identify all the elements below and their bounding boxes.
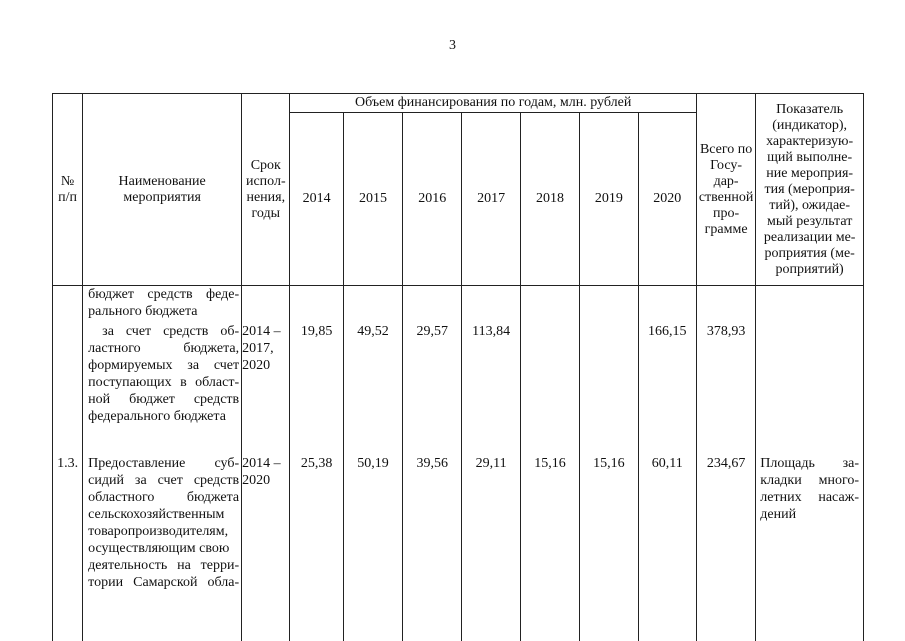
row-value: [462, 286, 520, 323]
row-term-line: 2017,: [242, 340, 274, 356]
row-term: [242, 286, 290, 323]
row-number: [53, 323, 83, 455]
row-indicator: [756, 323, 864, 455]
row-value: 113,84: [462, 323, 520, 455]
row-value: 15,16: [580, 455, 638, 641]
row-value: [580, 323, 638, 455]
row-value: 60,11: [638, 455, 696, 641]
row-indicator-line: летних насаж-: [760, 489, 859, 505]
row-name: [83, 323, 242, 455]
row-value: 166,15: [638, 323, 696, 455]
header-year: 2019: [580, 113, 638, 286]
financing-table: [52, 93, 864, 641]
row-value: 29,57: [403, 323, 462, 455]
header-number: № п/п: [53, 94, 83, 286]
row-name-line: формируемых за счет: [88, 357, 240, 373]
row-indicator: [756, 455, 864, 641]
header-year: 2018: [520, 113, 579, 286]
row-indicator-line: кладки много-: [760, 472, 859, 488]
row-value: 25,38: [290, 455, 343, 641]
row-number: 1.3.: [53, 455, 83, 641]
row-term-line: 2020: [242, 357, 271, 373]
row-name-line: сидий за счет средств: [88, 472, 240, 488]
row-value: [290, 286, 343, 323]
row-name: [83, 455, 242, 641]
page-number: 3: [449, 38, 456, 53]
row-name-line: Предоставление суб-: [88, 455, 240, 471]
table-row: [53, 286, 864, 323]
row-number: [53, 286, 83, 323]
row-value: 15,16: [520, 455, 579, 641]
row-name-line: федерального бюджета: [88, 408, 226, 424]
row-term-line: 2014 –: [242, 455, 281, 471]
row-name-line: рального бюджета: [88, 304, 198, 319]
row-total: 378,93: [696, 323, 755, 455]
row-total: [696, 286, 755, 323]
header-year: 2015: [343, 113, 402, 286]
row-term-line: 2014 –: [242, 323, 281, 339]
row-name-line: областного бюджета: [88, 489, 240, 505]
table-row: [53, 323, 864, 455]
row-name: [83, 286, 242, 323]
header-year: 2014: [290, 113, 343, 286]
row-term: [242, 455, 290, 641]
row-name-line: товаропроизводителям,: [88, 523, 229, 539]
table-row: [53, 455, 864, 641]
header-term: Срок испол-нения, годы: [242, 94, 290, 286]
row-name-line: деятельность на терри-: [88, 557, 240, 573]
row-name-line: бюджет средств феде-: [88, 287, 240, 302]
row-term: [242, 323, 290, 455]
header-year: 2017: [462, 113, 520, 286]
header-year: 2016: [403, 113, 462, 286]
row-value: 49,52: [343, 323, 402, 455]
row-total: 234,67: [696, 455, 755, 641]
row-value: [343, 286, 402, 323]
row-name-line: за счет средств об-: [102, 323, 240, 339]
row-value: 50,19: [343, 455, 402, 641]
row-indicator-line: Площадь за-: [760, 455, 859, 471]
row-value: [403, 286, 462, 323]
header-indicator: Показатель (индикатор), характеризую-щий выполне-ние мероприя-тия (мероприя-тий), ожидае-мый результат реализации ме-роприятия (ме-роприятий): [756, 94, 864, 286]
row-name-line: сельскохозяйственным: [88, 506, 225, 522]
header-financing: Объем финансирования по годам, млн. рублей: [290, 94, 696, 113]
row-name-line: ной бюджет средств: [88, 391, 240, 407]
row-name-line: поступающих в област-: [88, 374, 240, 390]
row-name-line: осуществляющим свою: [88, 540, 230, 556]
header-name: Наименование мероприятия: [83, 94, 242, 286]
row-value: 39,56: [403, 455, 462, 641]
row-value: 29,11: [462, 455, 520, 641]
row-value: [580, 286, 638, 323]
row-value: [638, 286, 696, 323]
row-indicator-line: дений: [760, 506, 797, 522]
row-indicator: [756, 286, 864, 323]
header-year: 2020: [638, 113, 696, 286]
row-term-line: 2020: [242, 472, 271, 488]
row-name-line: ластного бюджета,: [88, 340, 240, 356]
row-value: [520, 286, 579, 323]
row-value: 19,85: [290, 323, 343, 455]
row-name-line: тории Самарской обла-: [88, 574, 240, 590]
row-value: [520, 323, 579, 455]
header-total: Всего по Госу-дар-ственной про-грамме: [696, 94, 755, 286]
